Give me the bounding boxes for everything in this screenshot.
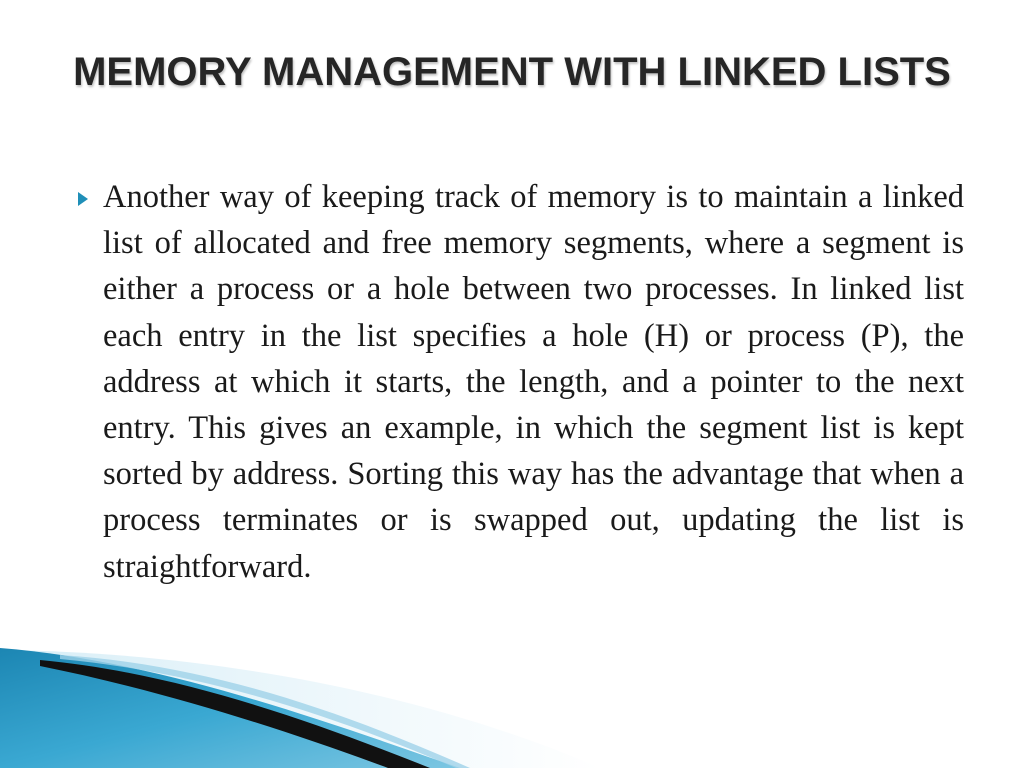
slide-title: MEMORY MANAGEMENT WITH LINKED LISTS [73,50,951,94]
triangle-bullet-icon [76,190,90,208]
bullet-text: Another way of keeping track of memory is to maintain a linked list of allocated and free memory segments, where a segment is either a process or a hole between two processes. In linked list each entry in the list specifies a hole (H) or process (P), the address at which it starts, the length, and a pointer to the next entry. This gives an example, in which the segment list is kept sorted by address. Sorting this way has the advantage that when a process terminates or is swapped out, updating the list is straightforward. [103,179,964,585]
